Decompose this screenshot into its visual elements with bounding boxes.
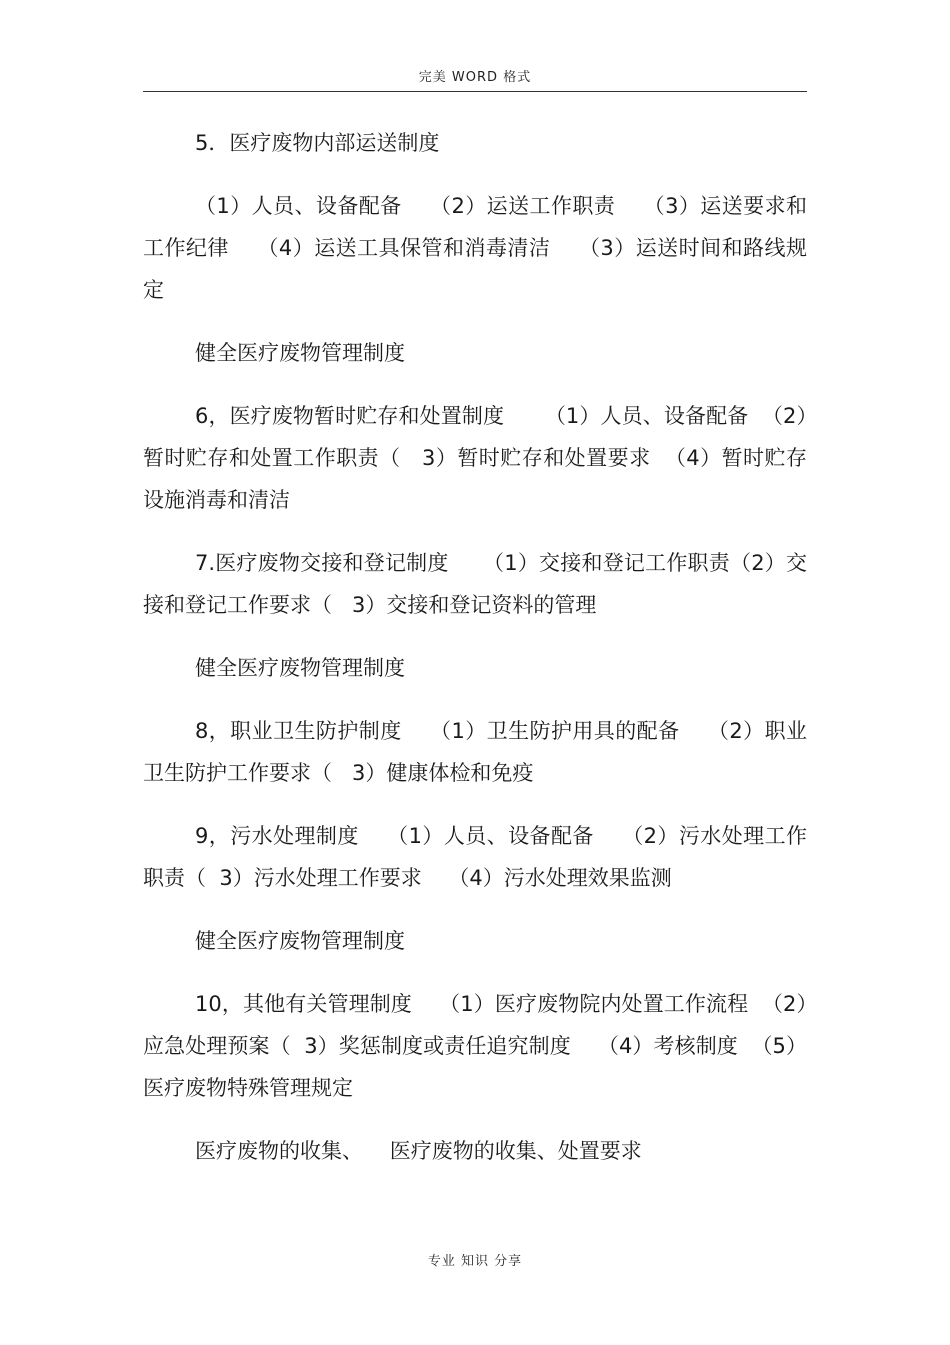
section-heading: 健全医疗废物管理制度 bbox=[195, 341, 405, 365]
body-paragraph: 6，医疗废物暂时贮存和处置制度 （1）人员、设备配备 （2）暂时贮存和处置工作职责（ 3）暂时贮存和处置要求 （4）暂时贮存设施消毒和清洁 bbox=[143, 404, 807, 512]
page-header: 完美 WORD 格式 bbox=[418, 70, 532, 85]
section-heading: 5．医疗废物内部运送制度 bbox=[195, 131, 440, 155]
body-paragraph: 10，其他有关管理制度 （1）医疗废物院内处置工作流程 （2）应急处理预案（ 3）奖惩制度或责任追究制度 （4）考核制度 （5）医疗废物特殊管理规定 bbox=[143, 992, 807, 1100]
page-footer: 专业 知识 分享 bbox=[427, 1254, 523, 1269]
body-paragraph: 8，职业卫生防护制度 （1）卫生防护用具的配备 （2）职业卫生防护工作要求（ 3）健康体检和免疫 bbox=[143, 719, 807, 785]
section-heading: 健全医疗废物管理制度 bbox=[195, 656, 405, 680]
body-paragraph: 9，污水处理制度 （1）人员、设备配备 （2）污水处理工作职责（ 3）污水处理工作要求 （4）污水处理效果监测 bbox=[143, 824, 807, 890]
section-heading: 健全医疗废物管理制度 bbox=[195, 929, 405, 953]
body-paragraph: 7.医疗废物交接和登记制度 （1）交接和登记工作职责（2）交接和登记工作要求（ 3）交接和登记资料的管理 bbox=[143, 551, 807, 617]
header-divider bbox=[143, 91, 807, 92]
section-heading: 医疗废物的收集、 医疗废物的收集、处置要求 bbox=[195, 1139, 642, 1163]
document-body bbox=[143, 122, 807, 1193]
body-paragraph: （1）人员、设备配备 （2）运送工作职责 （3）运送要求和工作纪律 （4）运送工具保管和消毒清洁 （3）运送时间和路线规定 bbox=[143, 194, 807, 302]
